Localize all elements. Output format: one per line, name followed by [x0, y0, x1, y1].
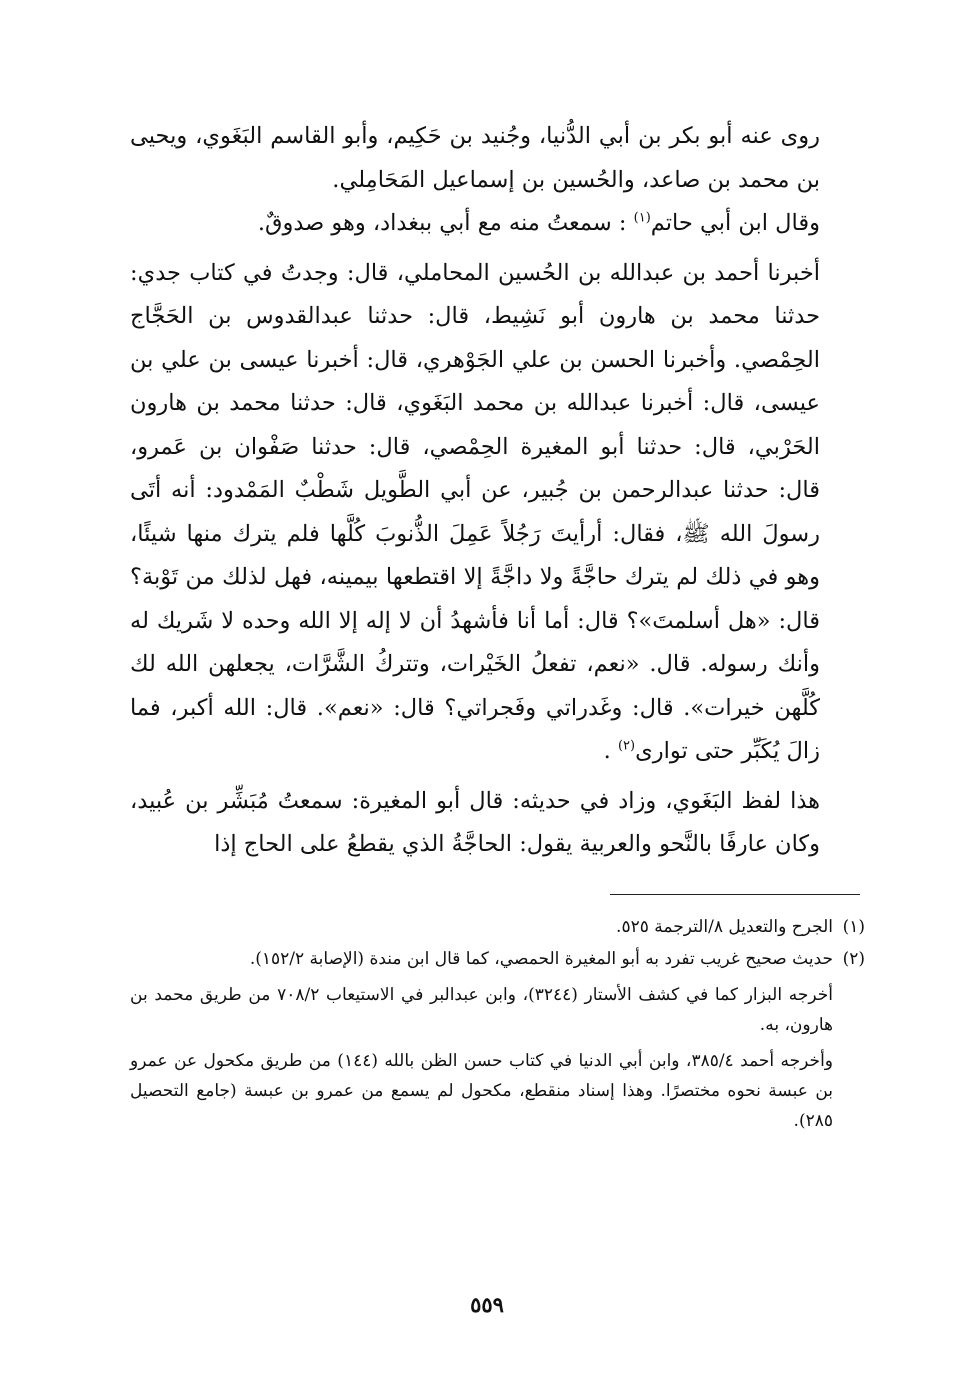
text-segment: أخبرنا أحمد بن عبدالله بن الحُسين المحاملي، قال: وجدتُ في كتاب جدي: حدثنا محمد بن هارون أبو نَشِيط، قال: حدثنا عبدالقدوس بن الحَجَّاج الحِمْصي. وأخبرنا الحسن بن علي الجَوْهري، قال: أخبرنا عيسى بن علي بن عيسى، قال: أخبرنا عبدالله بن محمد البَغَوي، قال: حدثنا محمد بن هارون الحَرْبي، قال: حدثنا أبو المغيرة الحِمْصي، قال: حدثنا صَفْوان بن عَمرو، قال: حدثنا عبدالرحمن بن جُبير، عن أبي الطَّويل شَطْبٌ المَمْدود: أنه أتَى رسولَ الله ﷺ، فقال: أرأيتَ رَجُلاً عَمِلَ الذُّنوبَ كُلَّها فلم يترك منها شيئًا، وهو في ذلك لم يترك حاجَّةً ولا داجَّةً إلا اقتطعها بيمينه، فهل لذلك من تَوْبة؟ قال: «هل أسلمتَ»؟ قال: أما أنا فأشهدُ أن لا إله إلا الله وحده لا شَريك له وأنك رسوله. قال. «نعم، تفعلُ الخَيْرات، وتتركُ الشَّرَّات، يجعلهن الله لك كُلَّهن خيرات». قال: وغَدراتي وفَجراتي؟ قال: «نعم». قال: الله أكبر، فما زالَ يُكَبِّر حتى توارى: [130, 259, 820, 764]
footnote-1-text: الجرح والتعديل ٨/الترجمة ٥٢٥.: [616, 917, 833, 937]
footnote-1: [130, 912, 865, 942]
footnote-2-takhrij-1: أخرجه البزار كما في كشف الأستار (٣٢٤٤)، وابن عبدالبر في الاستيعاب ٧٠٨/٢ من طريق محمد بن هارون، به.: [130, 985, 833, 1035]
text-segment: وقال ابن أبي حاتم: [650, 210, 820, 236]
footnotes: [130, 912, 865, 1136]
text-segment: .: [603, 738, 618, 764]
footnote-ref-2: (٢): [617, 738, 636, 754]
paragraph-ibn-abi-hatim-text: [130, 202, 850, 246]
footnote-separator: [610, 894, 860, 895]
footnote-ref-1: (١): [633, 210, 651, 226]
footnote-2: [130, 944, 865, 974]
paragraph-baghawi-text: هذا لفظ البَغَوي، وزاد في حديثه: قال أبو المغيرة: سمعتُ مُبَشِّر بن عُبيد، وكان عارفًا بالنَّحو والعربية يقول: الحاجَّةُ الذي يقطعُ على الحاج إذا: [130, 787, 820, 857]
paragraph-ibn-abi-hatim: [130, 202, 850, 246]
footnote-2-number: (٢): [842, 949, 865, 969]
footnote-2-text: حديث صحيح غريب تفرد به أبو المغيرة الحمصي، كما قال ابن مندة (الإصابة ١٥٢/٢).: [249, 949, 833, 969]
main-text: [130, 115, 850, 867]
page-number: ٥٥٩: [470, 1292, 504, 1317]
footnote-2-takhrij-2: وأخرجه أحمد ٣٨٥/٤، وابن أبي الدنيا في كتاب حسن الظن بالله (١٤٤) من طريق مكحول عن عمرو بن عبسة نحوه مختصرًا. وهذا إسناد منقطع، مكحول لم يسمع من عمرو بن عبسة (جامع التحصيل ٢٨٥).: [130, 1051, 834, 1131]
footnote-1-number: (١): [842, 917, 865, 937]
paragraph-hadith-chain: [130, 252, 850, 774]
paragraph-narrators: [130, 115, 850, 202]
text-segment: : سمعتُ منه مع أبي ببغداد، وهو صدوقٌ.: [257, 210, 634, 236]
paragraph-baghawi: [130, 780, 850, 867]
paragraph-narrators-text: روى عنه أبو بكر بن أبي الدُّنيا، وجُنيد بن حَكِيم، وأبو القاسم البَغَوي، ويحيى بن محمد بن صاعد، والحُسين بن إسماعيل المَحَامِلي.: [130, 123, 820, 193]
paragraph-hadith-chain-text: [130, 252, 850, 774]
